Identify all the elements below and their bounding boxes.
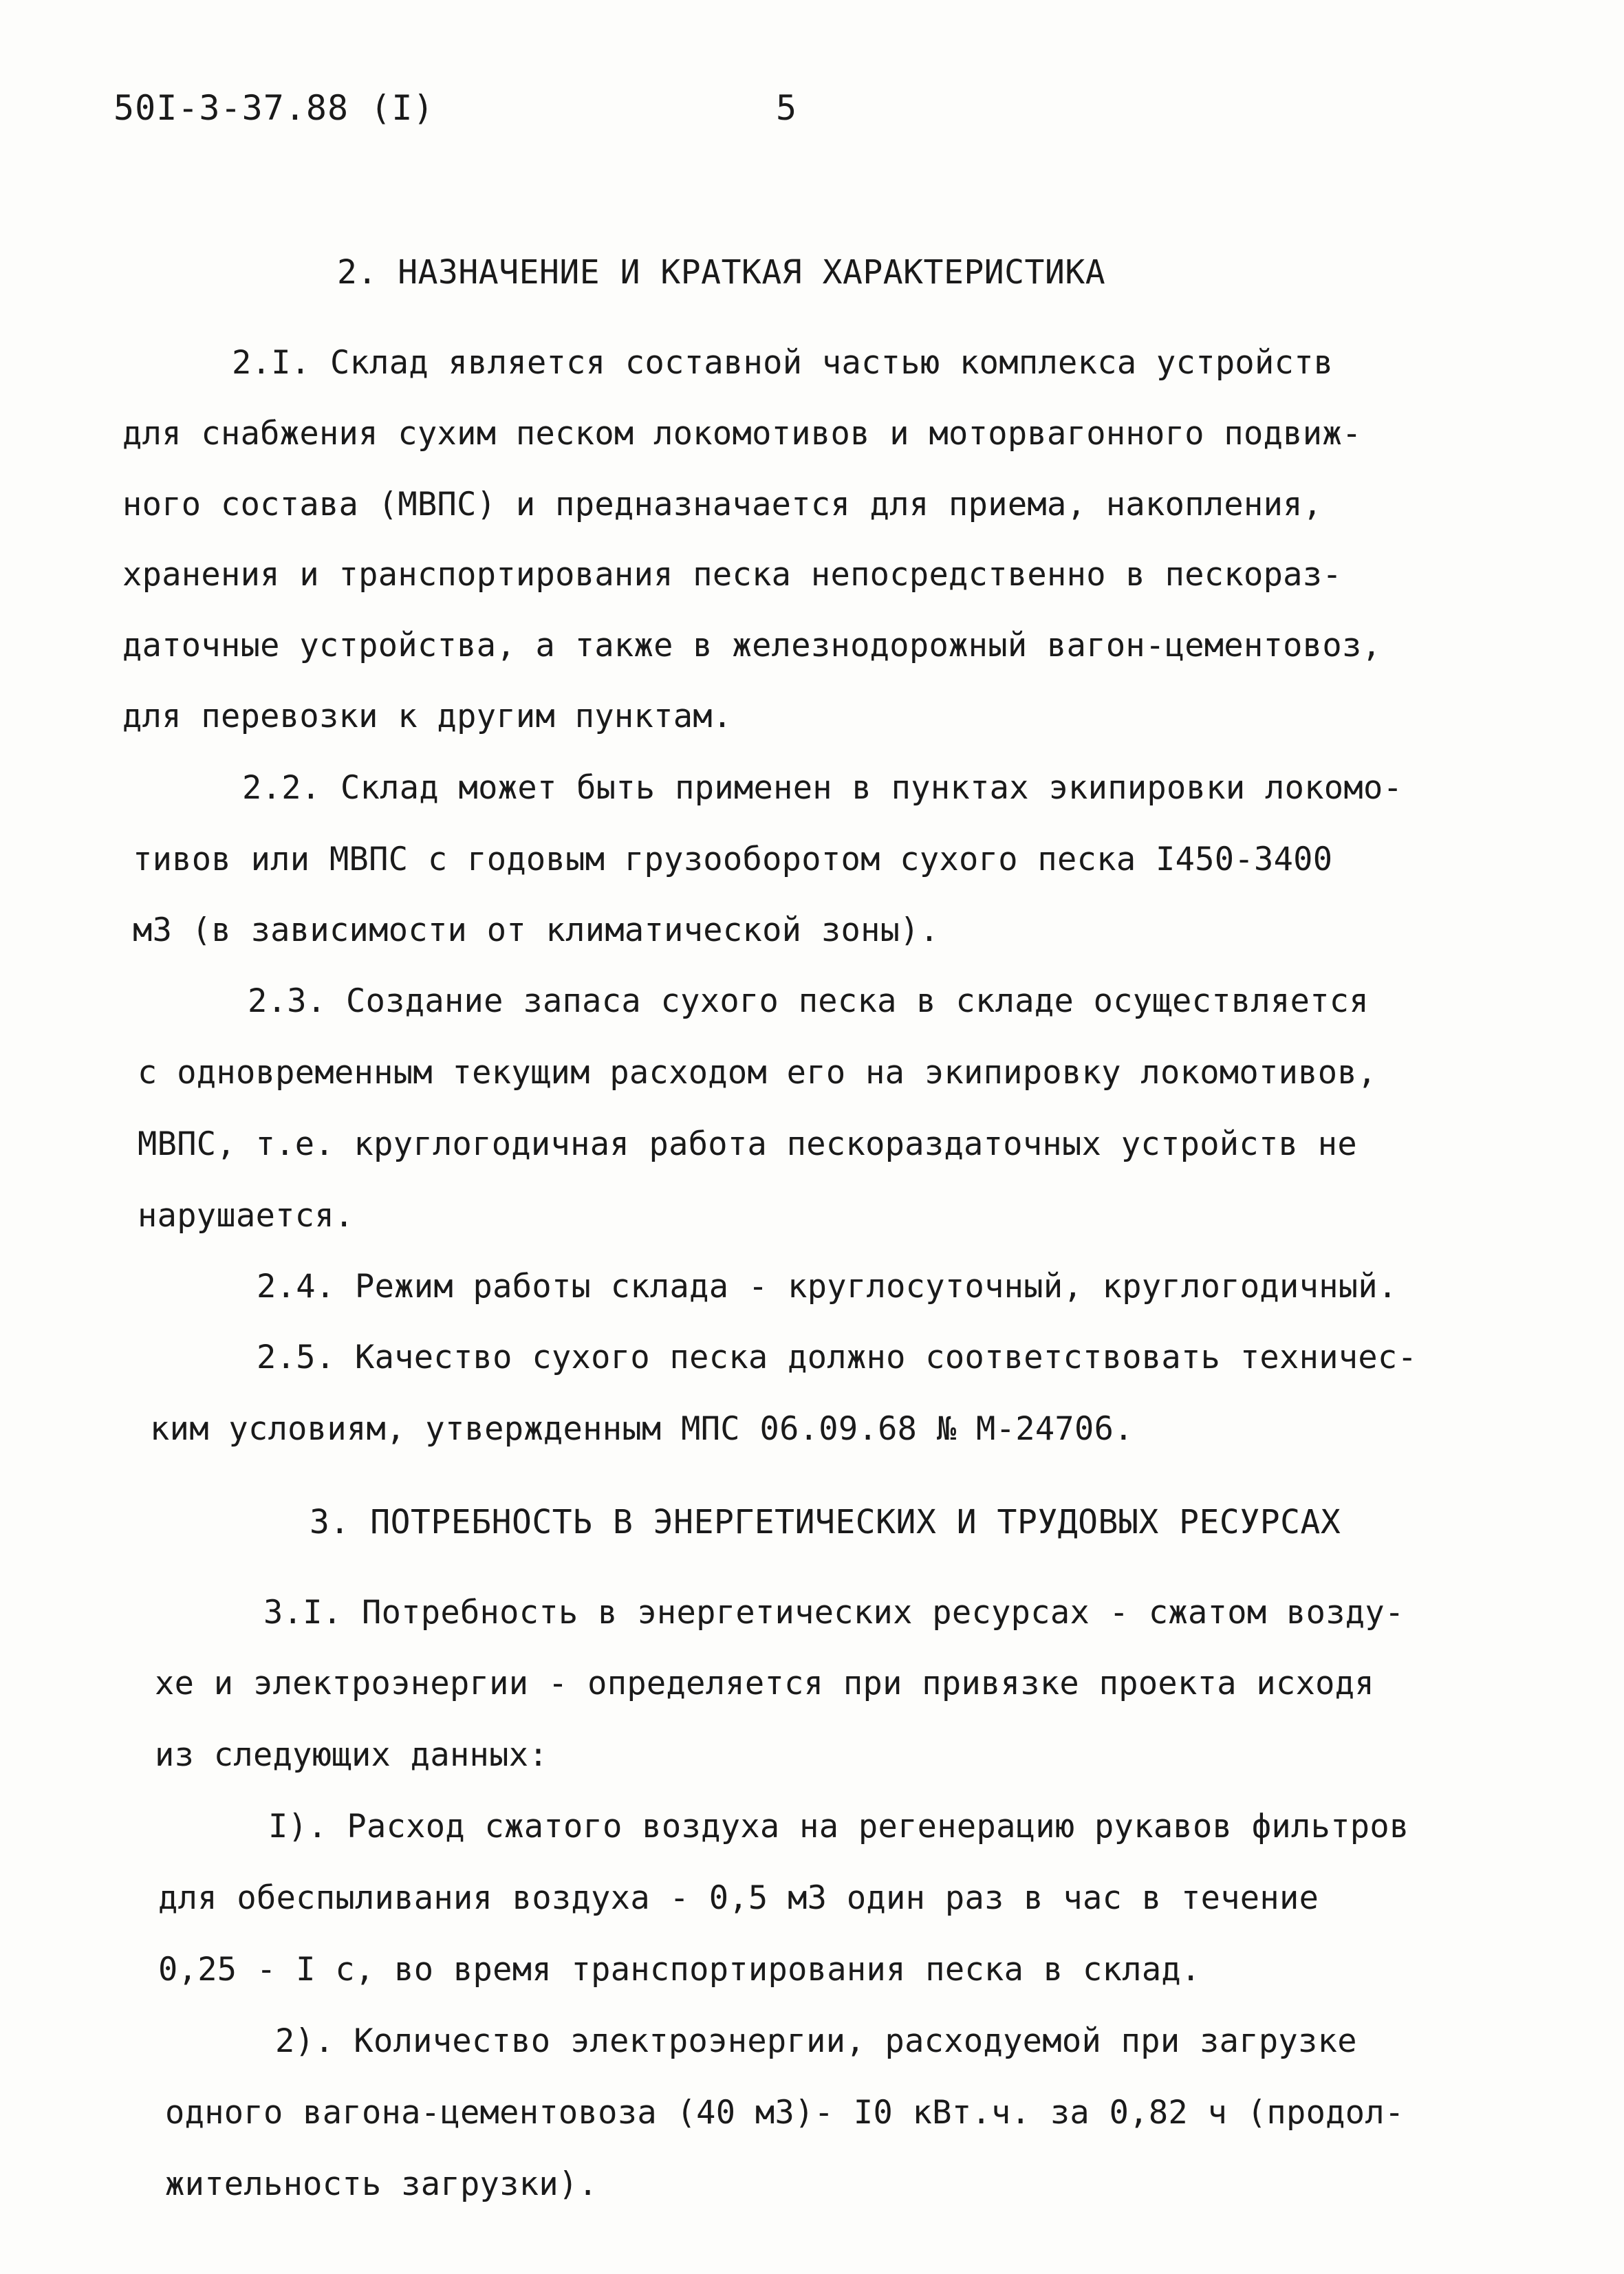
document-code: 50I-3-37.88 (I) xyxy=(113,88,435,128)
paragraph-line: I). Расход сжатого воздуха на регенерацию рукавов фильтров xyxy=(268,1808,1409,1845)
paragraph-line: 3.I. Потребность в энергетических ресурсах - сжатом возду- xyxy=(263,1594,1405,1632)
paragraph-line: хе и электроэнергии - определяется при привязке проекта исходя xyxy=(155,1665,1374,1702)
paragraph-line: тивов или МВПС с годовым грузооборотом сухого песка I450-3400 xyxy=(133,841,1333,878)
paragraph-line: 2.2. Склад может быть применен в пунктах экипировки локомо- xyxy=(242,769,1403,807)
paragraph-line: хранения и транспортирования песка непосредственно в пескораз- xyxy=(122,556,1342,594)
paragraph-line: ким условиям, утвержденным МПС 06.09.68 № М-24706. xyxy=(150,1410,1134,1448)
paragraph-line: жительность загрузки). xyxy=(165,2165,598,2203)
paragraph-line: с одновременным текущим расходом его на экипировку локомотивов, xyxy=(138,1054,1377,1092)
paragraph-line: 2.4. Режим работы склада - круглосуточный, круглогодичный. xyxy=(257,1268,1398,1306)
paragraph-line: 2.I. Склад является составной частью комплекса устройств xyxy=(232,344,1334,382)
paragraph-line: из следующих данных: xyxy=(155,1736,548,1774)
paragraph-line: для перевозки к другим пунктам. xyxy=(122,697,733,735)
paragraph-line: нарушается. xyxy=(138,1197,354,1235)
section-2-heading: 2. НАЗНАЧЕНИЕ И КРАТКАЯ ХАРАКТЕРИСТИКА xyxy=(337,253,1106,292)
paragraph-line: 2). Количество электроэнергии, расходуемой при загрузке xyxy=(275,2022,1357,2060)
section-3-heading: 3. ПОТРЕБНОСТЬ В ЭНЕРГЕТИЧЕСКИХ И ТРУДОВЫХ РЕСУРСАХ xyxy=(310,1503,1341,1541)
paragraph-line: 2.5. Качество сухого песка должно соответствовать техничес- xyxy=(257,1339,1418,1376)
paragraph-line: 2.3. Создание запаса сухого песка в складе осуществляется xyxy=(248,982,1369,1020)
paragraph-line: МВПС, т.е. круглогодичная работа пескораздаточных устройств не xyxy=(138,1125,1357,1163)
paragraph-line: одного вагона-цементовоза (40 м3)- I0 кВт.ч. за 0,82 ч (продол- xyxy=(165,2094,1405,2132)
paragraph-line: 0,25 - I с, во время транспортирования песка в склад. xyxy=(158,1951,1201,1989)
paragraph-line: для обеспыливания воздуха - 0,5 м3 один раз в час в течение xyxy=(158,1879,1319,1917)
paragraph-line: для снабжения сухим песком локомотивов и моторвагонного подвиж- xyxy=(122,415,1362,453)
paragraph-line: ного состава (МВПС) и предназначается для приема, накопления, xyxy=(122,486,1323,523)
page-number: 5 xyxy=(776,88,797,128)
paragraph-line: м3 (в зависимости от климатической зоны). xyxy=(133,911,940,949)
paragraph-line: даточные устройства, а также в железнодорожный вагон-цементовоз, xyxy=(122,627,1382,664)
